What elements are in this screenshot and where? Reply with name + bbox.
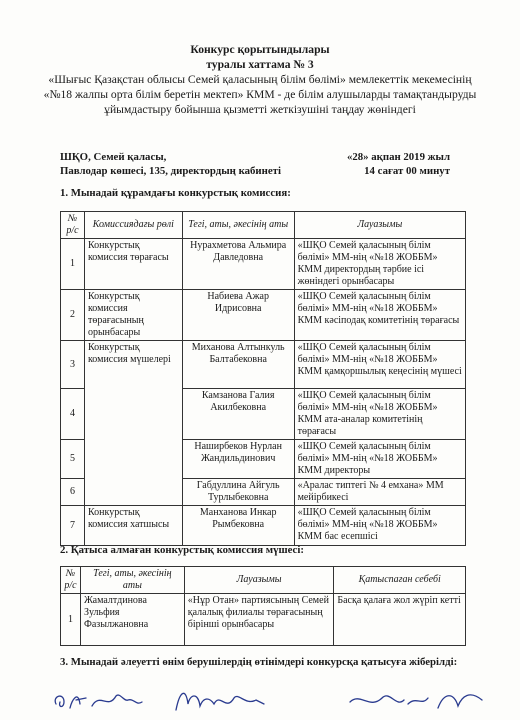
cell-num: 1 <box>61 239 85 290</box>
absent-member-table <box>60 566 466 646</box>
header-role: Комиссиядағы рөлі <box>84 212 182 239</box>
cell-position: «ШҚО Семей қаласының білім бөлімі» ММ-нің «№18 ЖОББМ» КММ директоры <box>294 440 465 479</box>
meta-time: 14 сағат 00 минут <box>364 165 450 177</box>
header-num: № р/с <box>61 567 81 594</box>
cell-num: 5 <box>61 440 85 479</box>
cell-num: 1 <box>61 594 81 646</box>
cell-num: 3 <box>61 341 85 389</box>
cell-name: Нурахметова Альмира Давледовна <box>182 239 294 290</box>
signature-2 <box>176 693 264 710</box>
cell-position: «ШҚО Семей қаласының білім бөлімі» ММ-нің «№18 ЖОББМ» КММ кәсіподақ комитетінің төрағасы <box>294 290 465 341</box>
signature-1 <box>55 695 142 708</box>
table-row <box>61 239 466 290</box>
header-reason: Қатыспаған себебі <box>334 567 466 594</box>
signature-3 <box>350 695 482 708</box>
table-row <box>61 594 466 646</box>
table-row <box>61 440 466 479</box>
table-row <box>61 389 466 440</box>
cell-role: Конкурстық комиссия мүшелері <box>84 341 182 389</box>
cell-role: Конкурстық комиссия хатшысы <box>84 506 182 546</box>
table-row <box>61 341 466 389</box>
cell-reason: Басқа қалаға жол жүріп кетті <box>334 594 466 646</box>
cell-position: «ШҚО Семей қаласының білім бөлімі» ММ-нің «№18 ЖОББМ» КММ ата-аналар комитетінің төрағасы <box>294 389 465 440</box>
cell-position: «ШҚО Семей қаласының білім бөлімі» ММ-нің «№18 ЖОББМ» КММ қамқоршылық кеңесінің мүшесі <box>294 341 465 389</box>
header-position: Лауазымы <box>294 212 465 239</box>
section-1-heading: 1. Мынадай құрамдағы конкурстық комиссия: <box>60 187 291 199</box>
cell-num: 7 <box>61 506 85 546</box>
table-header-row <box>61 567 466 594</box>
cell-num: 2 <box>61 290 85 341</box>
title-line-3: «Шығыс Қазақстан облысы Семей қаласының білім бөлімі» мемлекеттік мекемесінің «№18 жалпы орта білім беретін мектеп» КММ - де білім алушыларды тамақтандыруды ұйымдастыру бойынша қызметті жеткізушіні таңдау жөніндегі <box>43 73 477 116</box>
table-row <box>61 290 466 341</box>
cell-position: «ШҚО Семей қаласының білім бөлімі» ММ-нің «№18 ЖОББМ» КММ директордың тәрбие ісі жөніндегі орынбасары <box>294 239 465 290</box>
cell-position: «Аралас типтегі № 4 емхана» ММ мейірбикесі <box>294 479 465 506</box>
meta-address: Павлодар көшесі, 135, директордың кабинеті <box>60 165 281 177</box>
cell-name: Наширбеков Нурлан Жандильдинович <box>182 440 294 479</box>
cell-role <box>84 440 182 479</box>
cell-role <box>84 389 182 440</box>
title-line-1: Конкурс қорытындылары <box>190 43 330 56</box>
cell-num: 6 <box>61 479 85 506</box>
cell-name: Габдуллина Айгуль Турлыбековна <box>182 479 294 506</box>
cell-role <box>84 479 182 506</box>
header-name: Тегі, аты, әкесінің аты <box>182 212 294 239</box>
meta-city: ШҚО, Семей қаласы, <box>60 151 167 163</box>
meta-date: «28» ақпан 2019 жыл <box>346 151 450 163</box>
cell-name: Камзанова Галия Акилбековна <box>182 389 294 440</box>
header-position: Лауазымы <box>184 567 334 594</box>
cell-name: Набиева Ажар Идрисовна <box>182 290 294 341</box>
cell-role: Конкурстық комиссия төрағасының орынбасары <box>84 290 182 341</box>
cell-name: Манханова Инкар Рымбековна <box>182 506 294 546</box>
table-row <box>61 479 466 506</box>
cell-position: «ШҚО Семей қаласының білім бөлімі» ММ-нің «№18 ЖОББМ» КММ бас есепшісі <box>294 506 465 546</box>
cell-position: «Нұр Отан» партиясының Семей қалалық филиалы төрағасының бірінші орынбасары <box>184 594 334 646</box>
cell-num: 4 <box>61 389 85 440</box>
cell-name: Миханова Алтынкуль Балтабековна <box>182 341 294 389</box>
section-2-heading: 2. Қатыса алмаған конкурстық комиссия мүшесі: <box>60 544 304 556</box>
table-header-row <box>61 212 466 239</box>
table-row <box>61 506 466 546</box>
document-title <box>40 42 480 117</box>
title-line-2: туралы хаттама № 3 <box>206 58 314 71</box>
header-num: № р/с <box>61 212 85 239</box>
handwritten-signatures <box>50 682 490 718</box>
section-3-heading: 3. Мынадай әлеуетті өнім берушілердің өтінімдері конкурсқа қатысуға жіберілді: <box>60 656 458 668</box>
commission-table <box>60 211 466 546</box>
meeting-meta <box>60 150 450 178</box>
cell-role: Конкурстық комиссия төрағасы <box>84 239 182 290</box>
cell-name: Жамалтдинова Зульфия Фазылжановна <box>80 594 184 646</box>
header-name: Тегі, аты, әкесінің аты <box>80 567 184 594</box>
